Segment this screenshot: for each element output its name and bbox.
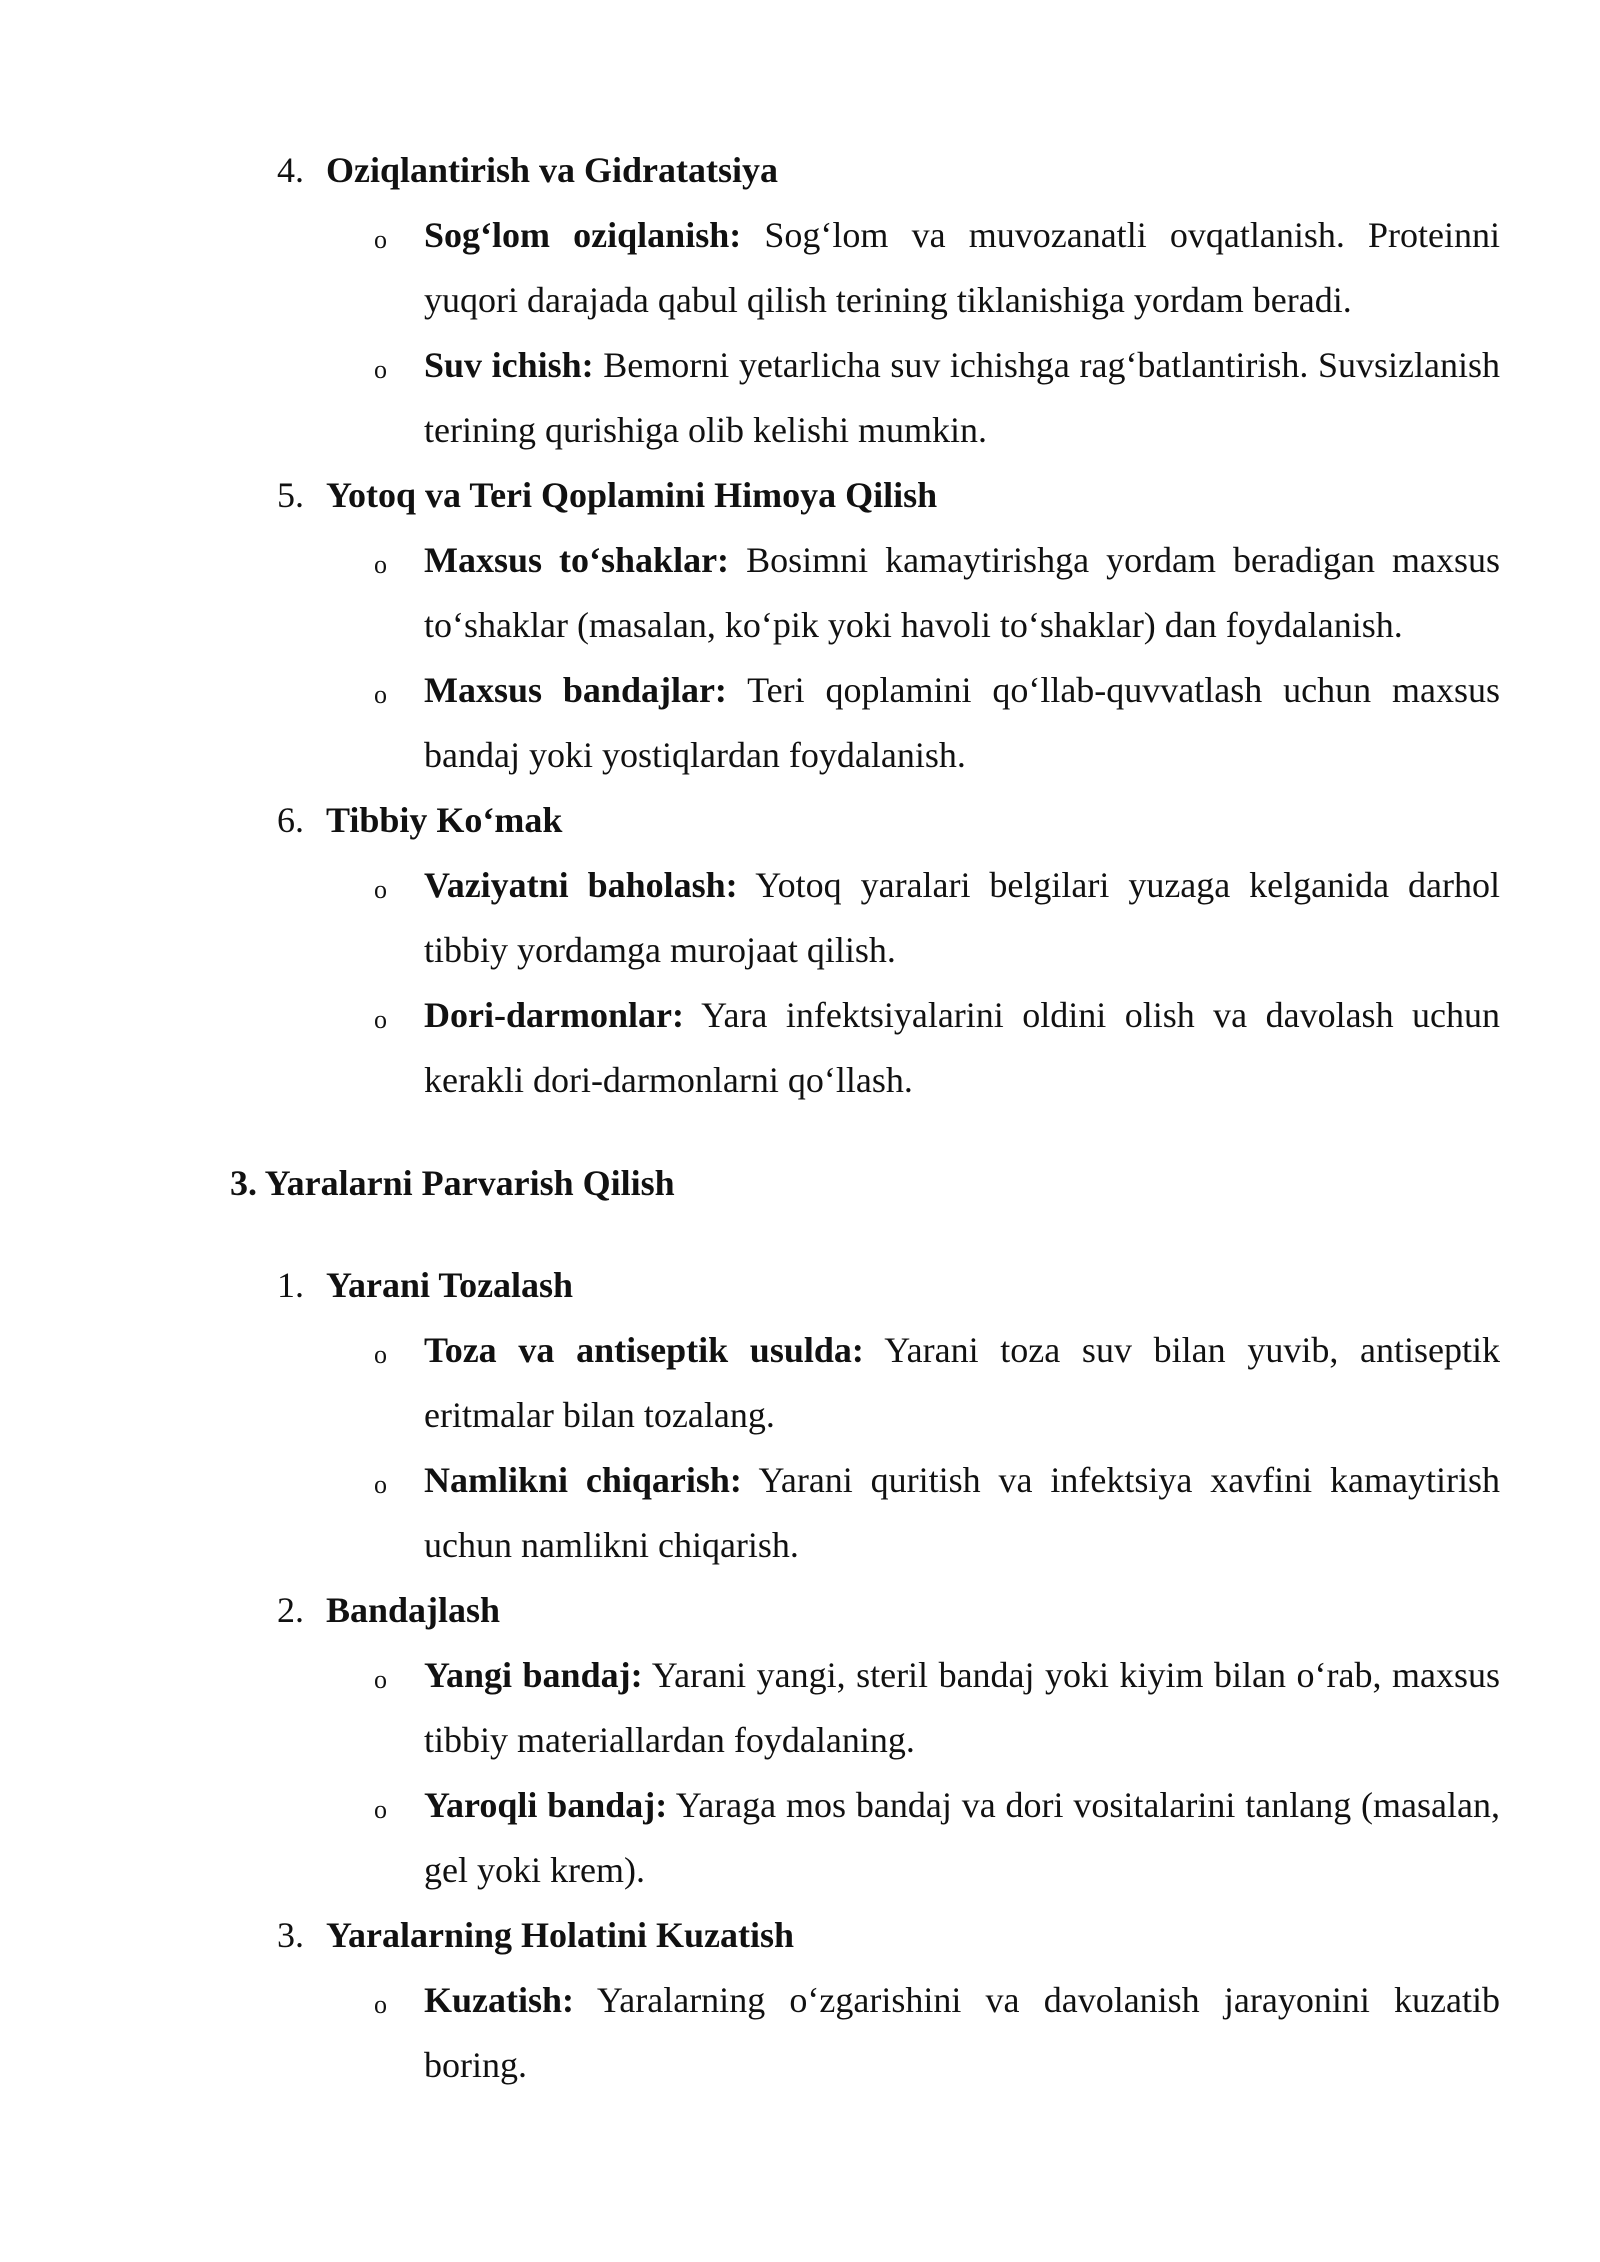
bullet-marker: o xyxy=(374,875,387,904)
bullet-term: Yangi bandaj: xyxy=(424,1655,643,1695)
bullet-marker: o xyxy=(374,225,387,254)
list-number: 2. xyxy=(277,1590,304,1630)
list-heading xyxy=(230,1578,1500,1643)
list-number: 1. xyxy=(277,1265,304,1305)
list-heading xyxy=(230,788,1500,853)
bullet-text: Yaralarning o‘zgarishini va davolanish jarayonini kuzatib boring. xyxy=(424,1980,1500,2085)
list-heading-text: Bandajlash xyxy=(326,1590,501,1630)
list-group-3 xyxy=(230,1903,1500,2098)
list-heading-text: Yotoq va Teri Qoplamini Himoya Qilish xyxy=(326,475,938,515)
section-heading: 3. Yaralarni Parvarish Qilish xyxy=(230,1163,675,1203)
bullet-text: Bemorni yetarlicha suv ichishga rag‘batlantirish. Suvsizlanish terining qurishiga olib kelishi mumkin. xyxy=(424,345,1500,450)
bullet-term: Suv ichish: xyxy=(424,345,594,385)
list-group-1 xyxy=(230,1253,1500,1578)
list-heading-text: Oziqlantirish va Gidratatsiya xyxy=(326,150,779,190)
bullet-text: Yaraga mos bandaj va dori vositalarini tanlang (masalan, gel yoki krem). xyxy=(424,1785,1500,1890)
bullet-item xyxy=(230,983,1500,1113)
list-number: 3. xyxy=(277,1915,304,1955)
bullet-marker: o xyxy=(374,1990,387,2019)
bullet-item xyxy=(230,203,1500,333)
bullet-term: Kuzatish: xyxy=(424,1980,575,2020)
list-heading xyxy=(230,463,1500,528)
bullet-text: Bosimni kamaytirishga yordam beradigan maxsus to‘shaklar (masalan, ko‘pik yoki havoli to‘shaklar) dan foydalanish. xyxy=(424,540,1500,645)
bullet-term: Dori-darmonlar: xyxy=(424,995,684,1035)
bullet-item xyxy=(230,1643,1500,1773)
bullet-text: Teri qoplamini qo‘llab-quvvatlash uchun maxsus bandaj yoki yostiqlardan foydalanish. xyxy=(424,670,1500,775)
bullet-text: Yarani toza suv bilan yuvib, antiseptik eritmalar bilan tozalang. xyxy=(424,1330,1500,1435)
bullet-marker: o xyxy=(374,1005,387,1034)
bullet-item xyxy=(230,658,1500,788)
bullet-marker: o xyxy=(374,680,387,709)
list-group-6 xyxy=(230,788,1500,1113)
page-content xyxy=(230,138,1500,2098)
bullet-term: Toza va antiseptik usulda: xyxy=(424,1330,864,1370)
list-heading xyxy=(230,1903,1500,1968)
bullet-marker: o xyxy=(374,1795,387,1824)
list-heading-text: Yarani Tozalash xyxy=(326,1265,574,1305)
bullet-term: Maxsus bandajlar: xyxy=(424,670,727,710)
list-heading-text: Tibbiy Ko‘mak xyxy=(326,800,563,840)
list-number: 5. xyxy=(277,475,304,515)
bullet-term: Yaroqli bandaj: xyxy=(424,1785,668,1825)
bullet-text: Yotoq yaralari belgilari yuzaga kelganida darhol tibbiy yordamga murojaat qilish. xyxy=(424,865,1501,970)
bullet-term: Vaziyatni baholash: xyxy=(424,865,738,905)
bullet-item xyxy=(230,1448,1500,1578)
bullet-term: Namlikni chiqarish: xyxy=(424,1460,742,1500)
list-number: 6. xyxy=(277,800,304,840)
list-group-2 xyxy=(230,1578,1500,1903)
bullet-text: Yarani quritish va infektsiya xavfini kamaytirish uchun namlikni chiqarish. xyxy=(424,1460,1501,1565)
bullet-item xyxy=(230,528,1500,658)
bullet-text: Yara infektsiyalarini oldini olish va davolash uchun kerakli dori-darmonlarni qo‘llash. xyxy=(424,995,1500,1100)
list-number: 4. xyxy=(277,150,304,190)
bullet-item xyxy=(230,333,1500,463)
bullet-marker: o xyxy=(374,1665,387,1694)
list-heading-text: Yaralarning Holatini Kuzatish xyxy=(326,1915,795,1955)
bullet-text: Yarani yangi, steril bandaj yoki kiyim bilan o‘rab, maxsus tibbiy materiallardan foydalaning. xyxy=(424,1655,1500,1760)
list-group-5 xyxy=(230,463,1500,788)
bullet-marker: o xyxy=(374,550,387,579)
bullet-text: Sog‘lom va muvozanatli ovqatlanish. Proteinni yuqori darajada qabul qilish terining tiklanishiga yordam beradi. xyxy=(424,215,1501,320)
bullet-item xyxy=(230,1773,1500,1903)
bullet-marker: o xyxy=(374,355,387,384)
list-group-4 xyxy=(230,138,1500,463)
bullet-term: Sog‘lom oziqlanish: xyxy=(424,215,742,255)
bullet-item xyxy=(230,1968,1500,2098)
bullet-item xyxy=(230,853,1500,983)
bullet-marker: o xyxy=(374,1340,387,1369)
bullet-item xyxy=(230,1318,1500,1448)
bullet-marker: o xyxy=(374,1470,387,1499)
bullet-term: Maxsus to‘shaklar: xyxy=(424,540,730,580)
list-heading xyxy=(230,138,1500,203)
list-heading xyxy=(230,1253,1500,1318)
